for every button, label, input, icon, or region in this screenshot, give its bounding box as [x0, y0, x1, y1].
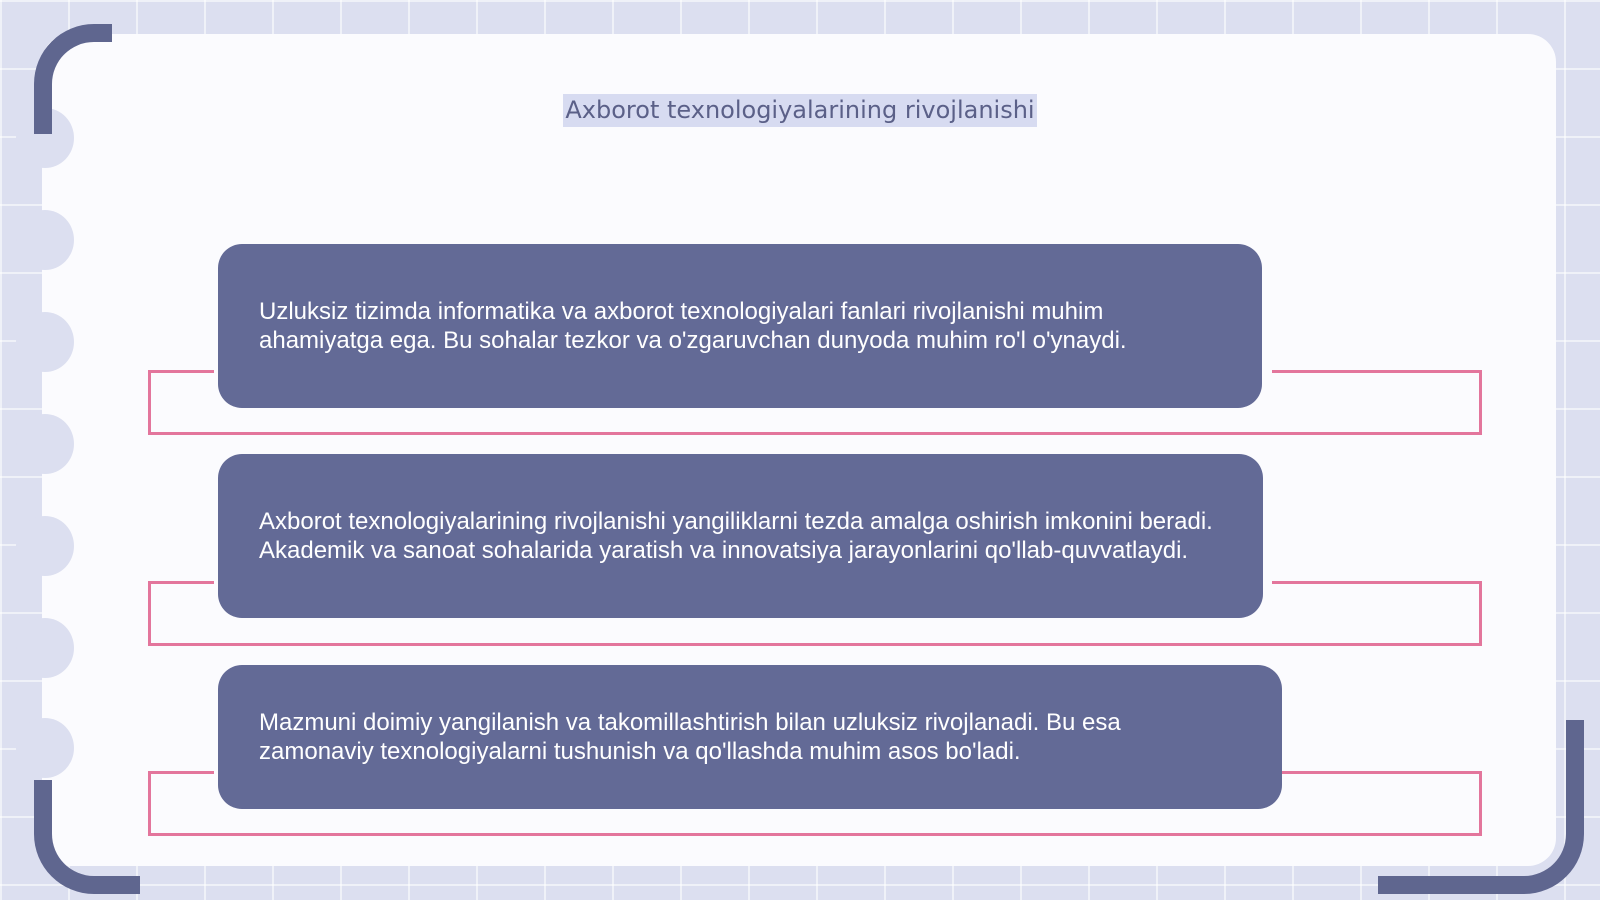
scallop-notch — [16, 718, 74, 778]
scallop-notch — [16, 618, 74, 678]
scallop-notch — [16, 414, 74, 474]
info-card-text: Axborot texnologiyalarining rivojlanishi yangiliklarni tezda amalga oshirish imkonini beradi. Akademik va sanoat sohalarida yaratish va innovatsiya jarayonlarini qo'llab-quvvatlaydi. — [259, 508, 1213, 564]
slide-title-wrapper — [0, 94, 1600, 127]
info-card-2 — [218, 454, 1263, 618]
info-card-1 — [218, 244, 1262, 408]
corner-frame-bottom-left — [34, 780, 140, 894]
info-card-text: Uzluksiz tizimda informatika va axborot texnologiyalari fanlari rivojlanishi muhim ahamiyatga ega. Bu sohalar tezkor va o'zgaruvchan dunyoda muhim ro'l o'ynaydi. — [259, 298, 1127, 354]
info-card-3 — [218, 665, 1282, 809]
scallop-notch — [16, 516, 74, 576]
scallop-notch — [16, 312, 74, 372]
slide-title: Axborot texnologiyalarining rivojlanishi — [563, 94, 1036, 127]
info-card-text: Mazmuni doimiy yangilanish va takomillashtirish bilan uzluksiz rivojlanadi. Bu esa zamonaviy texnologiyalarni tushunish va qo'llashda muhim asos bo'ladi. — [259, 709, 1121, 765]
scallop-notch — [16, 210, 74, 270]
